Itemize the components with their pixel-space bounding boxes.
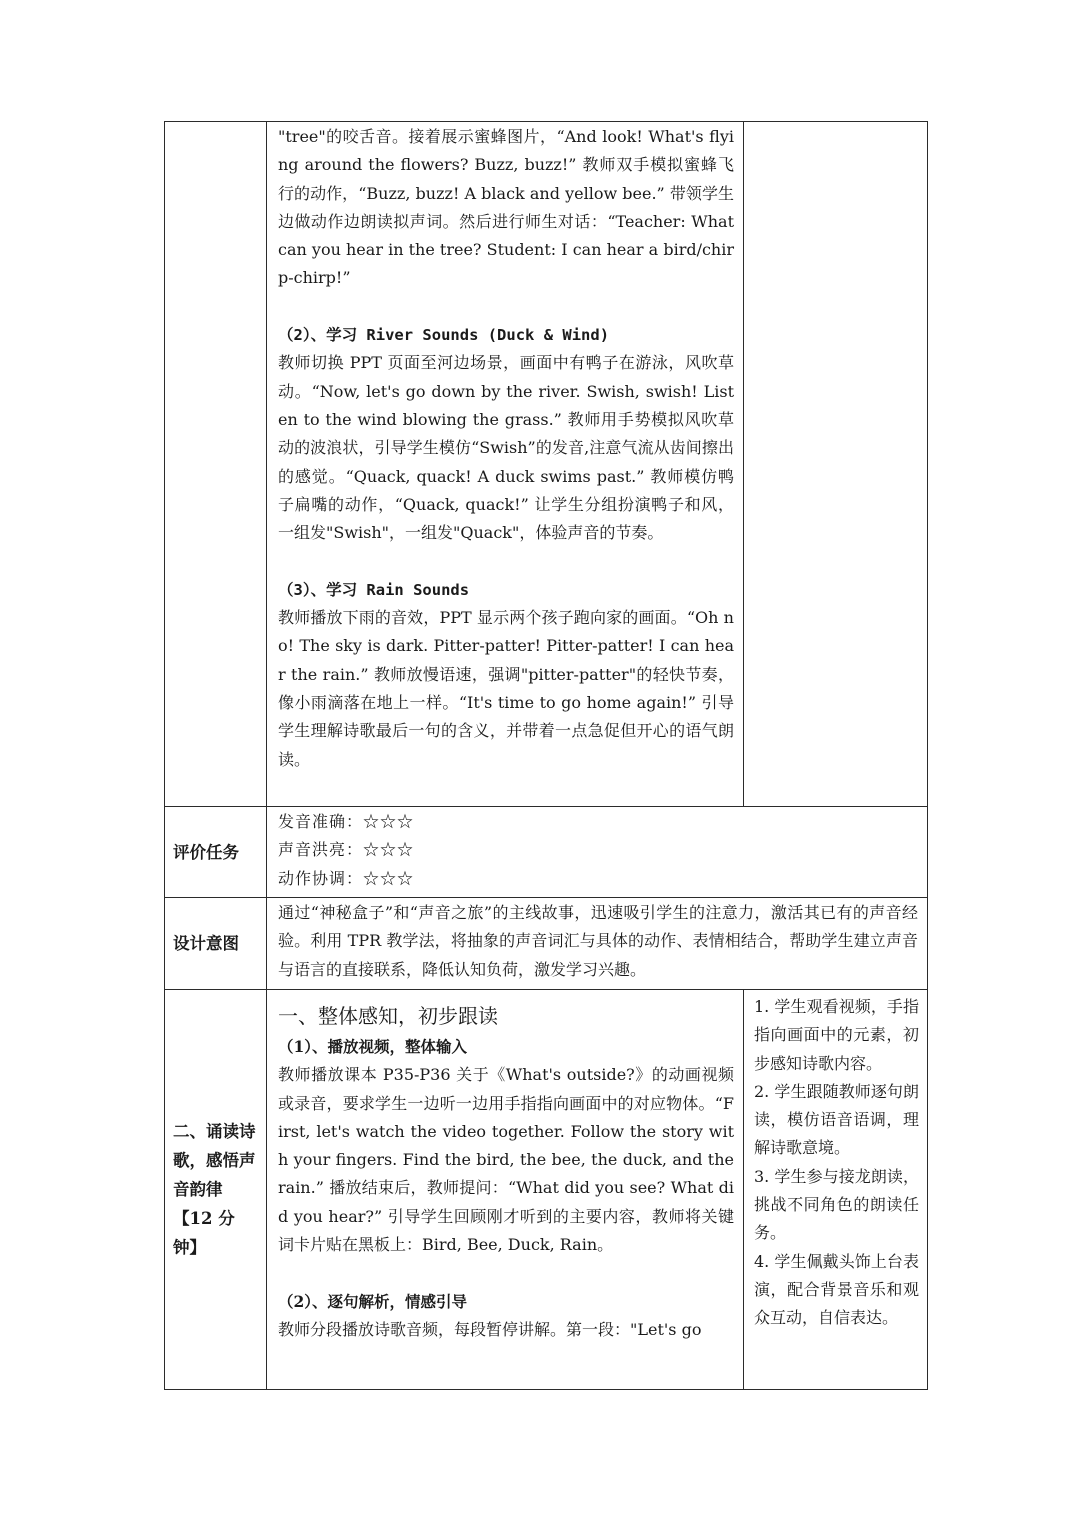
evaluation-label-cell	[165, 807, 267, 898]
design-label: 设计意图	[173, 934, 239, 953]
evaluation-item: 声音洪亮：☆☆☆	[278, 840, 415, 860]
stage-two-label-cell	[165, 990, 267, 1390]
design-label-cell	[165, 898, 267, 990]
evaluation-item: 动作协调：☆☆☆	[278, 868, 415, 888]
design-content-cell	[267, 898, 928, 990]
activity-paragraph: "tree"的咬舌音。接着展示蜜蜂图片，“And look! What's flying around the flowers? Buzz, buzz!” 教师双手模拟蜜蜂飞行的动作，“Buzz, buzz! A black and yellow bee.” 带领学生边做动作边朗读拟声词。然后进行师生对话：“Teacher: What can you hear in the tree? Student: I can hear a bird/chirp-chirp!”	[278, 127, 734, 288]
student-activity-item: 4. 学生佩戴头饰上台表演，配合背景音乐和观众互动，自信表达。	[754, 1251, 919, 1328]
subsection-title: （2）、学习 River Sounds (Duck & Wind)	[278, 326, 610, 345]
section-title: 一、整体感知，初步跟读	[278, 1004, 498, 1028]
design-text: 通过“神秘盒子”和“声音之旅”的主线故事，迅速吸引学生的注意力，激活其已有的声音经验。利用 TPR 教学法，将抽象的声音词汇与具体的动作、表情相结合，帮助学生建立声音与语言的直接联系，降低认知负荷，激发学习兴趣。	[278, 903, 918, 979]
design-intent-row	[165, 898, 928, 990]
activity-paragraph: 教师分段播放诗歌音频，每段暂停讲解。第一段："Let's go	[278, 1319, 702, 1339]
stage-two-row	[165, 990, 928, 1390]
evaluation-item: 发音准确：☆☆☆	[278, 812, 415, 831]
activity-paragraph: 教师切换 PPT 页面至河边场景，画面中有鸭子在游泳，风吹草动。“Now, let's go down by the river. Swish, swish! Listen to the wind blowing the grass.” 教师用手势模拟风吹草动的波浪状，引导学生模仿“Swish”的发音,注意气流从齿间擦出的感觉。“Quack, quack! A duck swims past.” 教师模仿鸭子扁嘴的动作，“Quack, quack!” 让学生分组扮演鸭子和风，一组发"Swish"，一组发"Quack"，体验声音的节奏。	[278, 353, 734, 543]
lesson-plan-table	[164, 121, 928, 1390]
student-activity-item: 1. 学生观看视频，手指指向画面中的元素，初步感知诗歌内容。	[754, 997, 919, 1073]
subsection-title: （3）、学习 Rain Sounds	[278, 580, 470, 599]
evaluation-row	[165, 807, 928, 898]
stage-two-label: 二、诵读诗歌，感悟声音韵律【12 分钟】	[173, 1122, 256, 1257]
student-activity-item: 3. 学生参与接龙朗读，挑战不同角色的朗读任务。	[754, 1166, 919, 1243]
activity-row-continued	[165, 122, 928, 807]
activity-paragraph: 教师播放课本 P35-P36 关于《What's outside?》的动画视频或录音，要求学生一边听一边用手指指向画面中的对应物体。“First, let's watch the video together. Follow the story with your fingers. Find the bird, the bee, the duck, and the rain.” 播放结束后，教师提问：“What did you see? What did you hear?” 引导学生回顾刚才听到的主要内容，教师将关键词卡片贴在黑板上：Bird, Bee, Duck, Rain。	[278, 1065, 734, 1255]
student-activity-cell-empty	[744, 122, 928, 807]
stage-two-student-cell	[744, 990, 928, 1390]
evaluation-label: 评价任务	[173, 842, 239, 862]
stage-two-teacher-cell	[267, 990, 744, 1390]
teacher-activity-cell	[267, 122, 744, 807]
subsection-title: （1）、播放视频，整体输入	[278, 1037, 468, 1056]
activity-paragraph: 教师播放下雨的音效，PPT 显示两个孩子跑向家的画面。“Oh no! The sky is dark. Pitter-patter! Pitter-patter! I can hear the rain.” 教师放慢语速，强调"pitter-patter"的轻快节奏，像小雨滴落在地上一样。“It's time to go home again!” 引导学生理解诗歌最后一句的含义，并带着一点急促但开心的语气朗读。	[278, 608, 734, 769]
student-activity-item: 2. 学生跟随教师逐句朗读，模仿语音语调，理解诗歌意境。	[754, 1081, 919, 1158]
subsection-title: （2）、逐句解析，情感引导	[278, 1291, 468, 1311]
stage-cell-empty	[165, 122, 267, 807]
evaluation-content-cell	[267, 807, 928, 898]
